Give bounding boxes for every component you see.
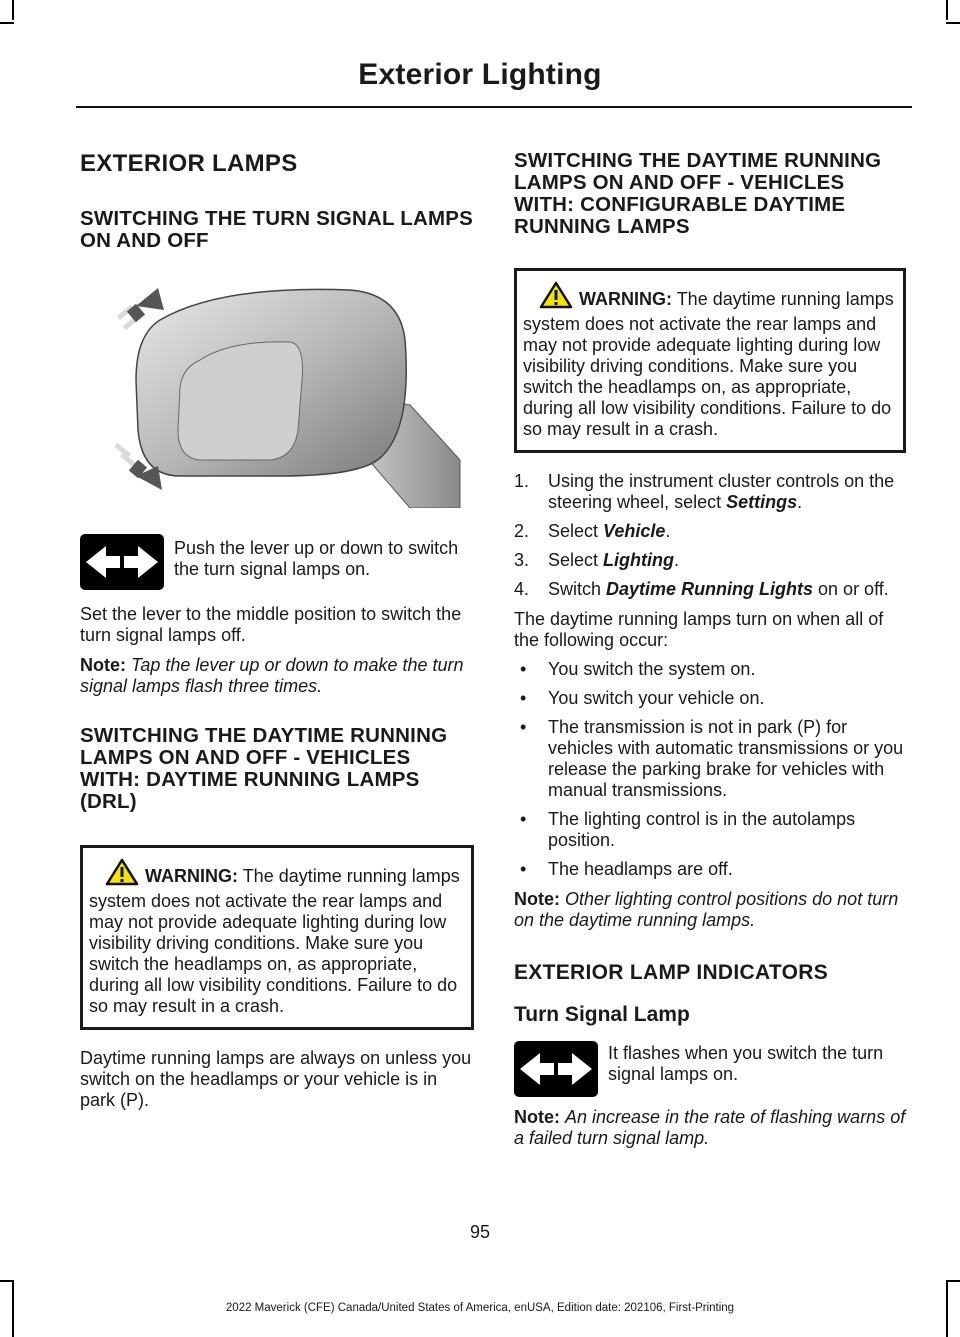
list-item: • The transmission is not in park (P) for vehicles with automatic transmissions or you release the parking brake for vehicles with manual transmissions. [514, 717, 906, 801]
crop-mark [946, 22, 960, 24]
list-item: • The headlamps are off. [514, 859, 906, 880]
note-text: Tap the lever up or down to make the turn signal lamps flash three times. [80, 655, 464, 696]
turn-signal-indicator-row [514, 1041, 906, 1099]
warning-box-configurable [514, 268, 906, 453]
list-item: 1. Using the instrument cluster controls on the steering wheel, select Settings. [514, 471, 895, 512]
note-label: Note: [514, 1107, 560, 1127]
turn-signal-arrows-icon [514, 1041, 598, 1097]
note-label: Note: [80, 655, 126, 675]
crop-mark [0, 22, 14, 24]
note-failed-lamp [514, 1107, 906, 1149]
heading-turn-signal-lamp: Turn Signal Lamp [514, 1003, 690, 1026]
header-divider [76, 106, 912, 108]
page-title: Exterior Lighting [358, 58, 602, 91]
note-text: An increase in the rate of flashing warns of a failed turn signal lamp. [514, 1107, 906, 1148]
middle-position-text: Set the lever to the middle position to switch the turn signal lamps off. [80, 604, 462, 645]
list-item: • You switch the system on. [514, 659, 906, 680]
note-text: Other lighting control positions do not turn on the daytime running lamps. [514, 889, 899, 930]
flashes-text: It flashes when you switch the turn signal lamps on. [608, 1043, 884, 1084]
crop-mark [0, 1280, 14, 1282]
heading-configurable-drl: SWITCHING THE DAYTIME RUNNING LAMPS ON AND OFF - VEHICLES WITH: CONFIGURABLE DAYTIME RUNNING LAMPS [514, 149, 882, 238]
crop-mark [946, 1280, 960, 1282]
warning-label: WARNING: [579, 289, 672, 309]
crop-mark [946, 0, 948, 20]
section-title-exterior-lamps: EXTERIOR LAMPS [80, 150, 298, 177]
right-column [514, 140, 906, 1149]
list-item: • You switch your vehicle on. [514, 688, 906, 709]
left-column [80, 140, 474, 1111]
crop-mark [12, 0, 14, 20]
page-number: 95 [469, 1222, 491, 1242]
note-other-positions [514, 889, 906, 931]
warning-label: WARNING: [145, 866, 238, 886]
warning-triangle-icon [105, 858, 139, 891]
list-item: 3. Select Lighting. [514, 550, 680, 570]
drl-always-on-text: Daytime running lamps are always on unless you switch on the headlamps or your vehicle is in park (P). [80, 1048, 472, 1110]
warning-triangle-icon [539, 281, 573, 314]
conditions-intro: The daytime running lamps turn on when all of the following occur: [514, 609, 884, 650]
mirror-lever-illustration [80, 280, 474, 508]
warning-text: The daytime running lamps system does not activate the rear lamps and may not provide adequate lighting during low visibility driving conditions. Make sure you switch the headlamps on, as appropriate, during all low visibility conditions. Failure to do so may result in a crash. [89, 866, 460, 1016]
heading-exterior-lamp-indicators: EXTERIOR LAMP INDICATORS [514, 961, 829, 984]
list-item: 2. Select Vehicle. [514, 521, 671, 541]
list-item: • The lighting control is in the autolamps position. [514, 809, 906, 851]
warning-text: The daytime running lamps system does not activate the rear lamps and may not provide adequate lighting during low visibility driving conditions. Make sure you switch the headlamps on, as appropriate, during all low visibility conditions. Failure to do so may result in a crash. [523, 289, 894, 439]
turn-signal-icon-row [80, 534, 474, 580]
edition-footer: 2022 Maverick (CFE) Canada/United States of America, enUSA, Edition date: 202106, First-Printing [225, 1302, 735, 1314]
note-label: Note: [514, 889, 560, 909]
push-lever-text: Push the lever up or down to switch the turn signal lamps on. [174, 538, 459, 579]
turn-signal-arrows-icon [80, 534, 164, 590]
warning-box-drl [80, 845, 474, 1030]
conditions-list [514, 659, 906, 880]
heading-turn-signal: SWITCHING THE TURN SIGNAL LAMPS ON AND OFF [80, 207, 474, 252]
note-flash [80, 655, 474, 697]
heading-drl: SWITCHING THE DAYTIME RUNNING LAMPS ON AND OFF - VEHICLES WITH: DAYTIME RUNNING LAMPS (DRL) [80, 724, 448, 813]
steps-list [514, 471, 906, 600]
list-item: 4. Switch Daytime Running Lights on or off. [514, 579, 889, 599]
